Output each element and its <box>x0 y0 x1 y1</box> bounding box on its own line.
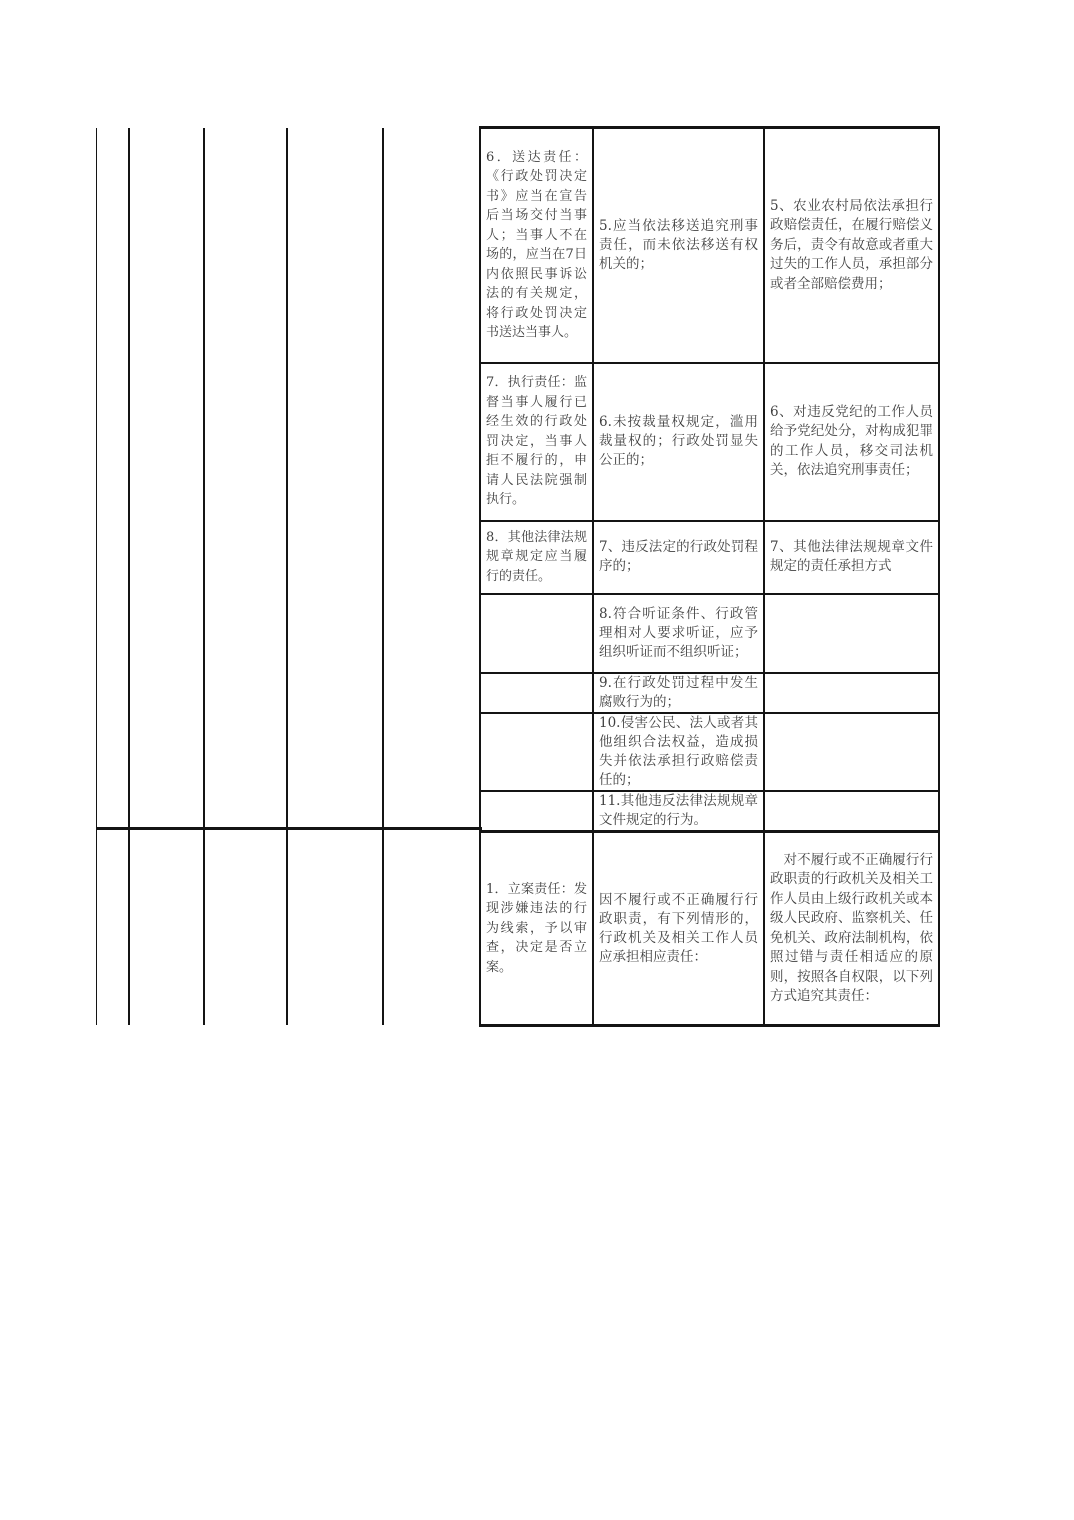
duty-cell-7: 7．执行责任：监督当事人履行已经生效的行政处罚决定，当事人拒不履行的，申请人民法院强制执行。 <box>480 363 593 521</box>
responsibility-table <box>479 126 940 1027</box>
table-gridline-row-divider <box>96 827 482 830</box>
situation-cell-intro: 因不履行或不正确履行行政职责，有下列情形的，行政机关及相关工作人员应承担相应责任： <box>593 832 764 1026</box>
situation-cell-5: 5.应当依法移送追究刑事责任，而未依法移送有权机关的； <box>593 128 764 363</box>
table-row <box>480 521 939 594</box>
situation-cell-8: 8.符合听证条件、行政管理相对人要求听证，应予组织听证而不组织听证； <box>593 594 764 673</box>
empty-cell <box>764 713 939 791</box>
situation-cell-9: 9.在行政处罚过程中发生腐败行为的； <box>593 673 764 713</box>
empty-cell <box>480 594 593 673</box>
situation-cell-6: 6.未按裁量权规定，滥用裁量权的；行政处罚显失公正的； <box>593 363 764 521</box>
table-gridline-vertical-4 <box>286 128 288 1025</box>
accountability-cell-6: 6、对违反党纪的工作人员给予党纪处分，对构成犯罪的工作人员，移交司法机关，依法追究刑事责任； <box>764 363 939 521</box>
table-gridline-vertical-1 <box>96 128 97 1025</box>
duty-cell-8: 8．其他法律法规规章规定应当履行的责任。 <box>480 521 593 594</box>
table-row-next-item <box>480 832 939 1026</box>
empty-cell <box>764 594 939 673</box>
duty-cell-1: 1．立案责任：发现涉嫌违法的行为线索，予以审查，决定是否立案。 <box>480 832 593 1026</box>
table-row <box>480 713 939 791</box>
accountability-cell-5: 5、农业农村局依法承担行政赔偿责任，在履行赔偿义务后，责令有故意或者重大过失的工作人员，承担部分或者全部赔偿费用； <box>764 128 939 363</box>
table-row <box>480 363 939 521</box>
situation-cell-11: 11.其他违反法律法规规章文件规定的行为。 <box>593 791 764 832</box>
empty-cell <box>480 673 593 713</box>
empty-cell <box>480 713 593 791</box>
table-row <box>480 594 939 673</box>
accountability-cell-intro: 对不履行或不正确履行行政职责的行政机关及相关工作人员由上级行政机关或本级人民政府、监察机关、任免机关、政府法制机构，依照过错与责任相适应的原则，按照各自权限，以下列方式追究其责任： <box>764 832 939 1026</box>
situation-cell-7: 7、违反法定的行政处罚程序的； <box>593 521 764 594</box>
duty-cell-6: 6．送达责任：《行政处罚决定书》应当在宣告后当场交付当事人；当事人不在场的，应当在7日内依照民事诉讼法的有关规定，将行政处罚决定书送达当事人。 <box>480 128 593 363</box>
table-gridline-vertical-3 <box>203 128 205 1025</box>
table-gridline-vertical-5 <box>382 128 384 1025</box>
empty-cell <box>480 791 593 832</box>
table-row <box>480 128 939 363</box>
table-row <box>480 791 939 832</box>
empty-cell <box>764 791 939 832</box>
table-row <box>480 673 939 713</box>
situation-cell-10: 10.侵害公民、法人或者其他组织合法权益，造成损失并依法承担行政赔偿责任的； <box>593 713 764 791</box>
empty-cell <box>764 673 939 713</box>
table-gridline-vertical-2 <box>128 128 130 1025</box>
accountability-cell-7: 7、其他法律法规规章文件规定的责任承担方式 <box>764 521 939 594</box>
